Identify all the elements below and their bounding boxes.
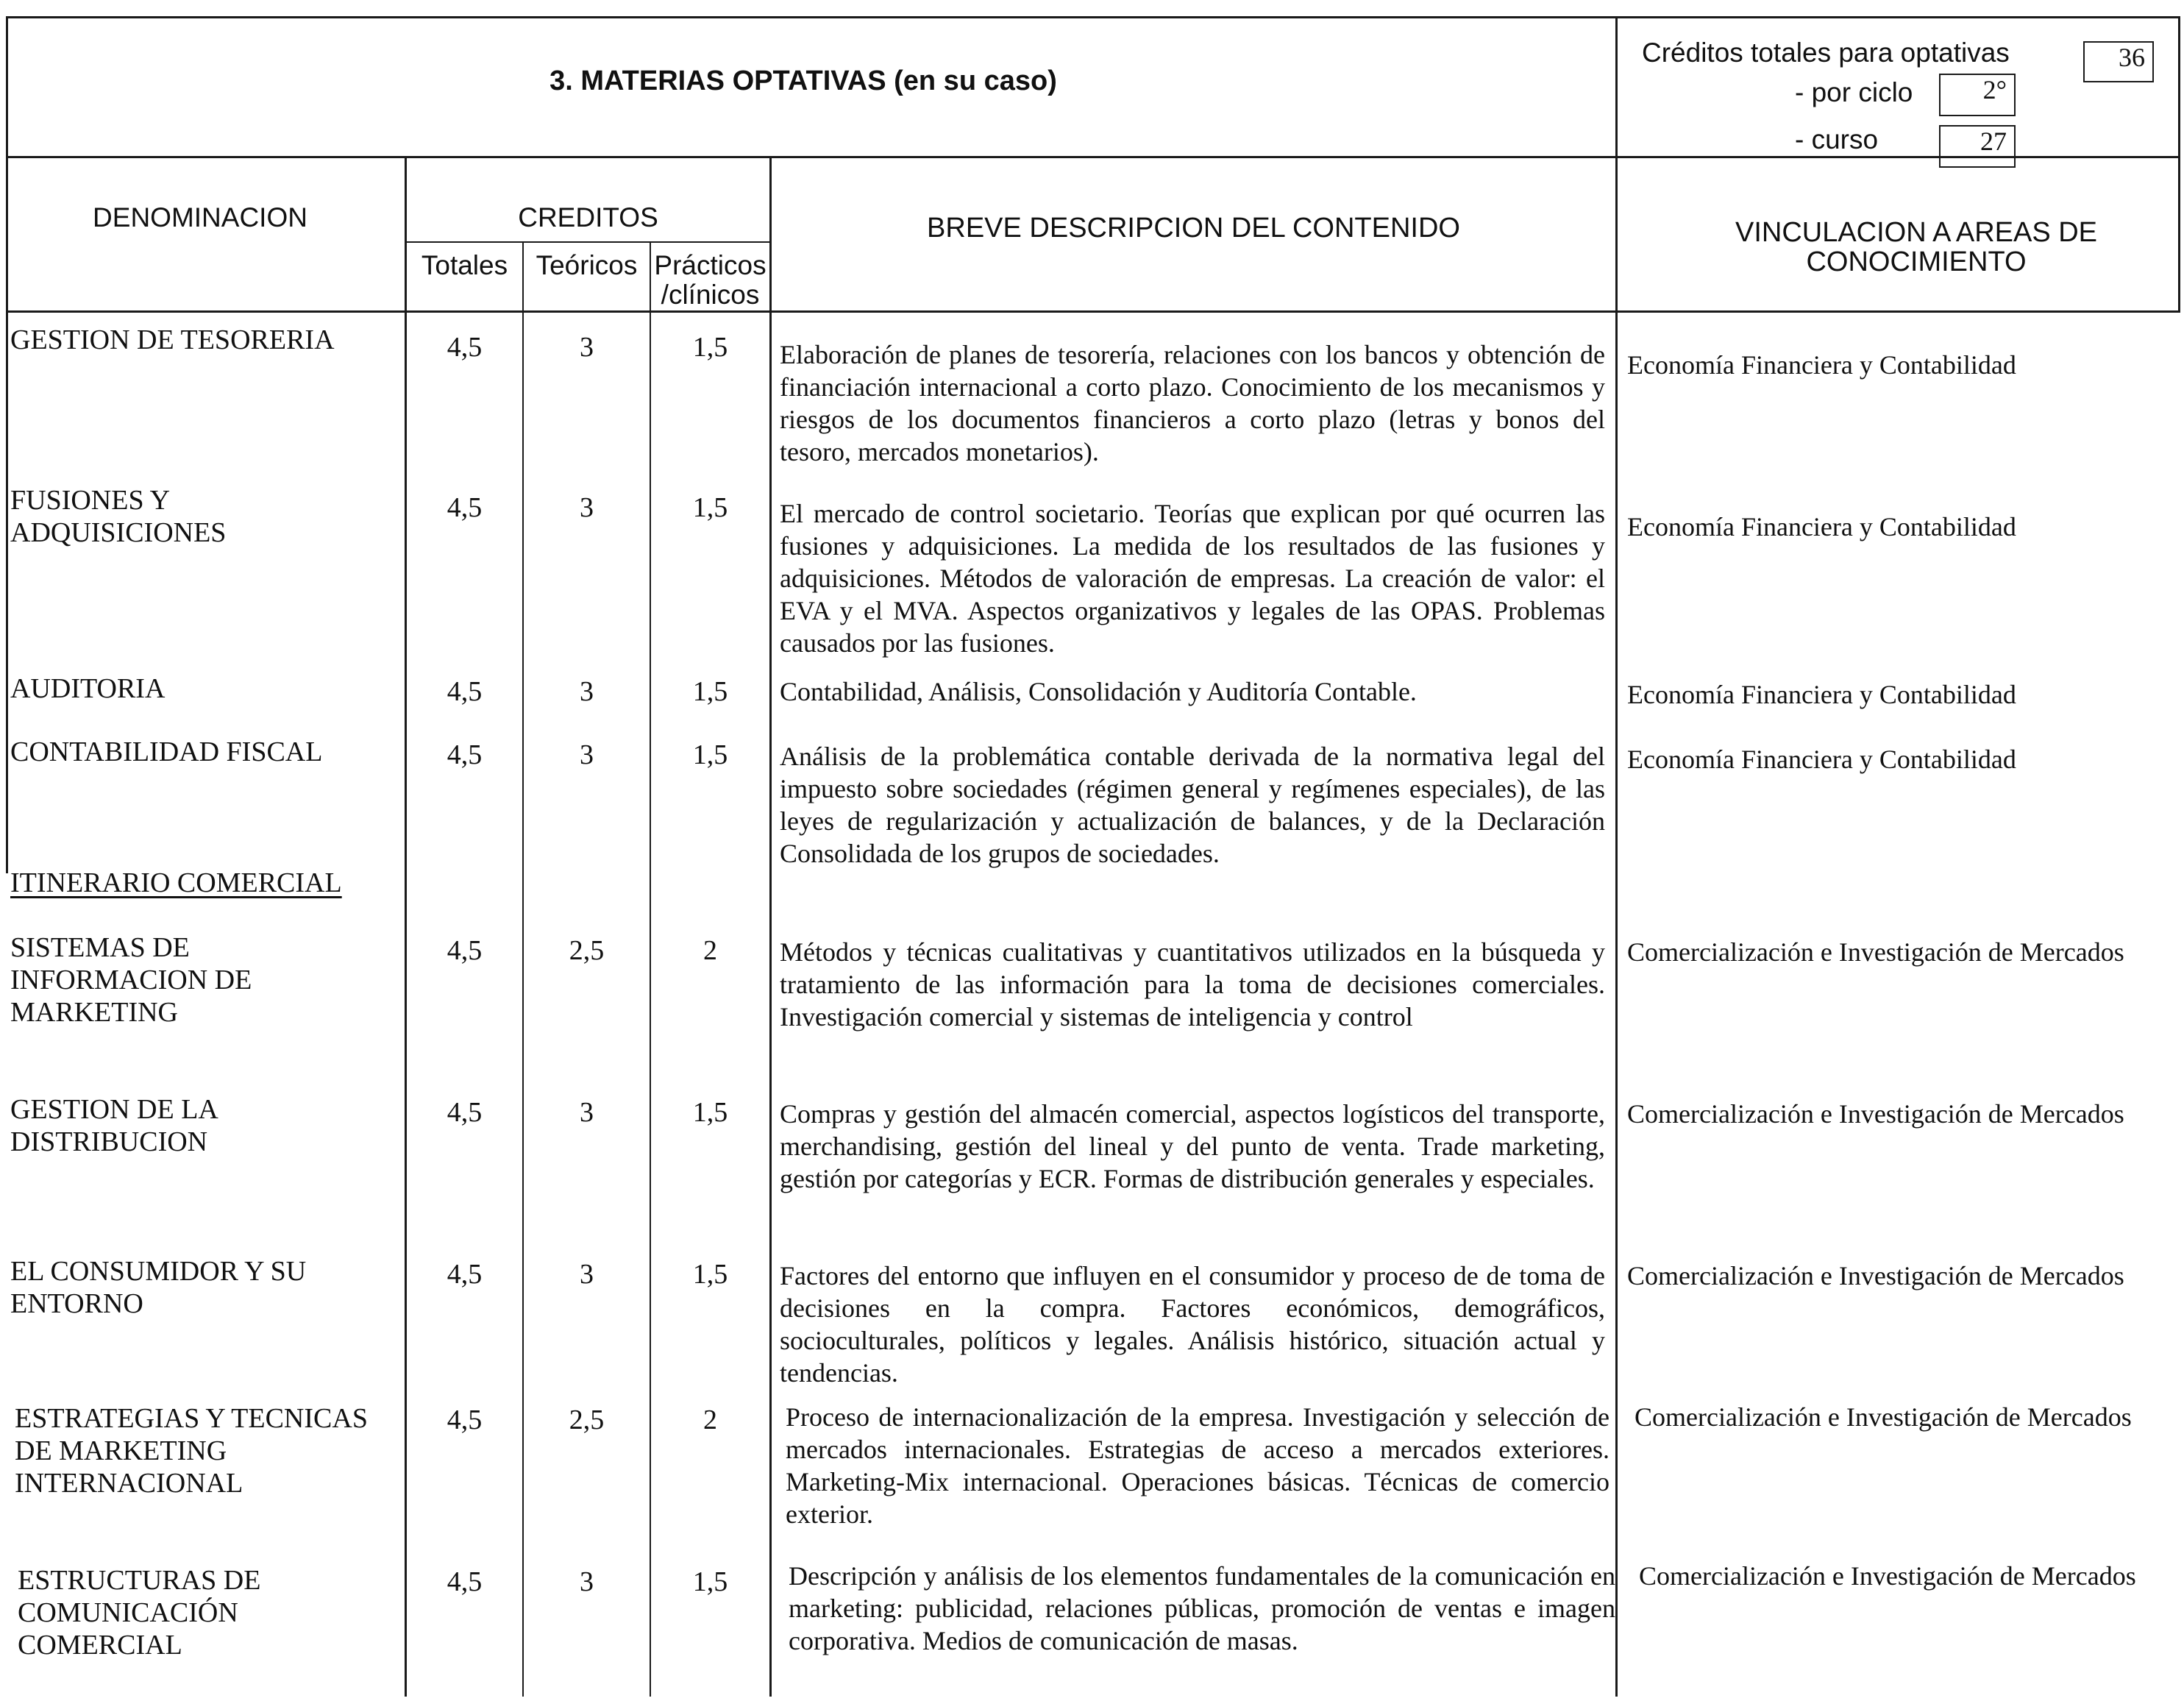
row-4-totales: 4,5 xyxy=(447,739,483,770)
row-1-practicos: 1,5 xyxy=(692,332,728,363)
row-1-description: Elaboración de planes de tesorería, relaciones con los bancos y obtención de financiación internacional a corto plazo. Conocimiento de los mecanismos y riesgos de los documentos financieros a corto plazo (letras y bonos del tesoro, mercados monetarios). xyxy=(780,340,1605,466)
header-practicos: Prácticos /clínicos xyxy=(654,250,766,310)
row-2-teoricos: 3 xyxy=(580,492,594,523)
row-4-area: Economía Financiera y Contabilidad xyxy=(1627,745,2016,774)
row-5-practicos: 2 xyxy=(703,935,717,966)
section-itinerario-comercial: ITINERARIO COMERCIAL xyxy=(10,867,342,898)
row-5-name: SISTEMAS DE INFORMACION DE MARKETING xyxy=(10,932,252,1028)
row-5-teoricos: 2,5 xyxy=(569,935,605,966)
row-3-practicos: 1,5 xyxy=(692,676,728,707)
row-9-teoricos: 3 xyxy=(580,1566,594,1597)
row-7-name: EL CONSUMIDOR Y SU ENTORNO xyxy=(10,1256,307,1319)
row-7-description: Factores del entorno que influyen en el consumidor y proceso de de toma de decisiones en la compra. Factores económicos, demográficos, socioculturales, políticos y legales. Análisis histórico, situación actual y tendencias. xyxy=(780,1261,1605,1388)
credits-curso-value: 27 xyxy=(1939,125,2016,168)
row-2-area: Economía Financiera y Contabilidad xyxy=(1627,512,2016,541)
row-8-totales: 4,5 xyxy=(447,1405,483,1435)
row-2-practicos: 1,5 xyxy=(692,492,728,523)
top-border xyxy=(6,16,2180,18)
column-header-divider xyxy=(6,310,2180,313)
row-1-teoricos: 3 xyxy=(580,332,594,363)
row-6-description: Compras y gestión del almacén comercial, aspectos logísticos del transporte, merchandising, gestión del lineal y del punto de venta. Trade marketing, gestión por categorías y ECR. Formas de distribución generales y especiales. xyxy=(780,1099,1605,1193)
row-8-practicos: 2 xyxy=(703,1405,717,1435)
row-6-area: Comercialización e Investigación de Mercados xyxy=(1627,1099,2124,1129)
row-3-area: Economía Financiera y Contabilidad xyxy=(1627,680,2016,709)
col-divider-denominacion xyxy=(405,156,407,1697)
row-9-area: Comercialización e Investigación de Mercados xyxy=(1639,1561,2136,1591)
row-6-totales: 4,5 xyxy=(447,1097,483,1128)
credits-total-value: 36 xyxy=(2083,41,2154,82)
row-1-totales: 4,5 xyxy=(447,332,483,363)
credits-curso-label: - curso xyxy=(1795,124,1879,155)
col-divider-teoricos xyxy=(650,241,651,1697)
row-9-description: Descripción y análisis de los elementos fundamentales de la comunicación en marketing: publicidad, relaciones públicas, promoción de ventas e imagen corporativa. Medios de comunicación de masas. xyxy=(789,1561,1615,1655)
row-4-teoricos: 3 xyxy=(580,739,594,770)
header-divider xyxy=(6,156,2180,158)
row-4-practicos: 1,5 xyxy=(692,739,728,770)
header-creditos: CREDITOS xyxy=(518,202,658,232)
row-4-description: Análisis de la problemática contable derivada de la normativa legal del impuesto sobre sociedades (régimen general y regímenes especiales), de las leyes de regularización y actualización de balances, y de la Declaración Consolidada de los grupos de sociedades. xyxy=(780,742,1605,868)
header-vinculacion: VINCULACION A AREAS DE CONOCIMIENTO xyxy=(1735,217,2098,277)
row-8-name: ESTRATEGIAS Y TECNICAS DE MARKETING INTERNACIONAL xyxy=(15,1403,368,1499)
row-5-area: Comercialización e Investigación de Mercados xyxy=(1627,937,2124,967)
header-denominacion: DENOMINACION xyxy=(93,202,307,232)
col-divider-practicos xyxy=(769,156,772,1697)
row-7-totales: 4,5 xyxy=(447,1259,483,1290)
row-1-area: Economía Financiera y Contabilidad xyxy=(1627,350,2016,380)
row-6-teoricos: 3 xyxy=(580,1097,594,1128)
row-6-name: GESTION DE LA DISTRIBUCION xyxy=(10,1094,218,1157)
row-1-name: GESTION DE TESORERIA xyxy=(10,324,335,355)
row-7-teoricos: 3 xyxy=(580,1259,594,1290)
row-3-totales: 4,5 xyxy=(447,676,483,707)
row-2-description: El mercado de control societario. Teorías que explican por qué ocurren las fusiones y adquisiciones. La medida de los resultados de las fusiones y adquisiciones. Métodos de valoración de empresas. La creación de valor: el EVA y el MVA. Aspectos organizativos y legales de las OPAS. Problemas causados por las fusiones. xyxy=(780,499,1605,658)
row-7-practicos: 1,5 xyxy=(692,1259,728,1290)
row-6-practicos: 1,5 xyxy=(692,1097,728,1128)
row-9-name: ESTRUCTURAS DE COMUNICACIÓN COMERCIAL xyxy=(18,1565,261,1661)
row-8-description: Proceso de internacionalización de la empresa. Investigación y selección de mercados internacionales. Estrategias de acceso a mercados exteriores. Marketing-Mix internacional. Operaciones básicas. Técnicas de comercio exterior. xyxy=(786,1402,1609,1529)
credits-ciclo-value: 2° xyxy=(1939,74,2016,116)
row-5-description: Métodos y técnicas cualitativas y cuantitativos utilizados en la búsqueda y tratamiento de las información para la toma de decisiones comerciales. Investigación comercial y sistemas de inteligencia y control xyxy=(780,937,1605,1031)
row-5-totales: 4,5 xyxy=(447,935,483,966)
right-border xyxy=(2178,16,2180,313)
header-totales: Totales xyxy=(421,250,508,280)
row-9-practicos: 1,5 xyxy=(692,1566,728,1597)
row-7-area: Comercialización e Investigación de Mercados xyxy=(1627,1261,2124,1290)
row-3-name: AUDITORIA xyxy=(10,673,166,704)
header-teoricos: Teóricos xyxy=(536,250,638,280)
row-3-description: Contabilidad, Análisis, Consolidación y Auditoría Contable. xyxy=(780,677,1417,706)
col-divider-descripcion xyxy=(1615,16,1618,1697)
row-3-teoricos: 3 xyxy=(580,676,594,707)
credits-subheader-divider xyxy=(405,241,769,243)
row-4-name: CONTABILIDAD FISCAL xyxy=(10,736,323,767)
col-divider-totales xyxy=(522,241,524,1697)
row-9-totales: 4,5 xyxy=(447,1566,483,1597)
row-2-totales: 4,5 xyxy=(447,492,483,523)
row-8-area: Comercialización e Investigación de Mercados xyxy=(1635,1402,2132,1432)
left-border xyxy=(6,16,8,873)
credits-total-label: Créditos totales para optativas xyxy=(1642,38,2010,68)
header-descripcion: BREVE DESCRIPCION DEL CONTENIDO xyxy=(927,213,1460,244)
credits-ciclo-label: - por ciclo xyxy=(1795,77,1913,107)
row-8-teoricos: 2,5 xyxy=(569,1405,605,1435)
row-2-name: FUSIONES Y ADQUISICIONES xyxy=(10,485,227,548)
page-title: 3. MATERIAS OPTATIVAS (en su caso) xyxy=(549,65,1057,96)
